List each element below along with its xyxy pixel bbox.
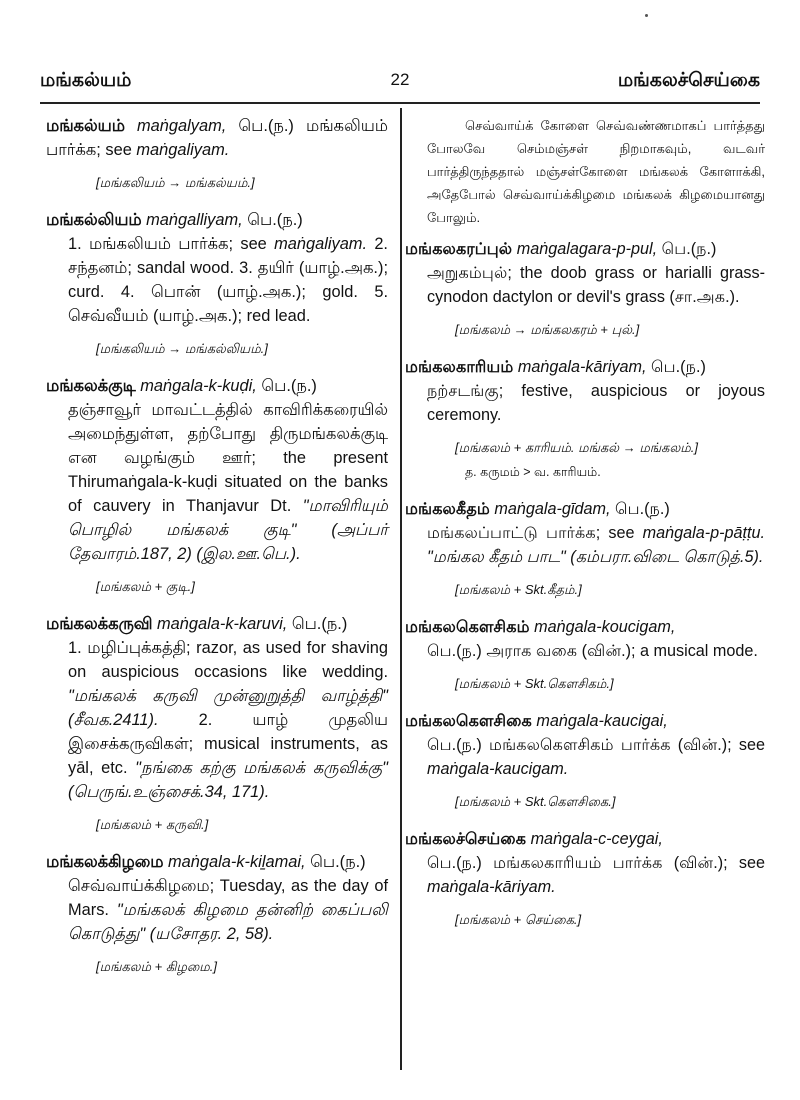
entry-grammar: பெ.(ந.) (651, 358, 706, 376)
entry-body (405, 261, 765, 309)
entry-definition: செவ்வாய்க்கிழமை; Tuesday, as the day of Mars. (68, 877, 388, 919)
entry-grammar: பெ.(ந.) (427, 854, 494, 872)
entry-grammar: பெ.(ந.) (661, 240, 717, 258)
entry-grammar: பெ.(ந.) (427, 642, 487, 660)
entry-headword: மங்கலக்கருவி (46, 615, 157, 633)
continued-note: செவ்வாய்க் கோளை செவ்வண்ணமாகப் பார்த்தது போலவே செம்மஞ்சள் நிறமாகவும், வடவர் பார்த்திருந்ததால் மஞ்சள்கோளை மங்கலக் கோளாக்கி, அதேபோல் செவ்வாய்க்கிழமை மங்கலக் கிழமையானது போலும். (427, 118, 765, 225)
entry-body (46, 232, 388, 328)
entry-headword: மங்கல்லியம் (46, 211, 147, 229)
entry-grammar: பெ.(ந.) (247, 211, 303, 229)
entry-transliteration: maṅgalliyam, (146, 211, 248, 229)
entry-etymology: [மங்கலம் + செய்கை.] (455, 912, 582, 927)
entry-definition: நற்சடங்கு; festive, auspicious or joyous ceremony. (427, 382, 765, 424)
entry-headword: மங்கலகரப்புல் (405, 240, 517, 258)
entry-quotation: "மங்கலக் கருவி முன்னுறுத்தி வாழ்த்தி" (சீவக.2411). (68, 687, 388, 729)
entry-transliteration: maṅgalyam, (137, 117, 239, 135)
entry-grammar: பெ.(ந.) (310, 853, 366, 871)
header-right-guideword: மங்கலச்செய்கை (617, 70, 760, 91)
entry-transliteration: maṅgala-gīdam, (494, 500, 615, 518)
dictionary-entry (405, 827, 765, 899)
left-column (46, 114, 388, 992)
entry-definition: மங்கலகௌசிகம் பார்க்க (வின்.); see (489, 736, 766, 754)
entry-definition-more: 2. யாழ் முதலிய இசைக்கருவிகள்; musical instruments, as yāl, etc. (68, 711, 388, 777)
dictionary-entry (405, 615, 765, 663)
column-divider (400, 108, 402, 1070)
entry-body (405, 521, 765, 569)
entry-transliteration: maṅgalagara-p-pul, (516, 240, 662, 258)
dictionary-entry (405, 237, 765, 309)
entry-crossref: maṅgala-kaucigam. (427, 760, 569, 778)
dictionary-entry (46, 114, 388, 162)
entry-headword: மங்கலகீதம் (405, 500, 495, 518)
entry-quotation: "மாவிரியும் பொழில் மங்கலக் குடி" (அப்பர் தேவாரம்.187, 2) (இல.ஊ.பெ.). (68, 497, 388, 563)
entry-quotation: "மங்கலக் கிழமை தன்னிற் கைப்பலி கொடுத்து" (யசோதர. 2, 58). (68, 901, 388, 943)
entry-definition: 1. மழிப்புக்கத்தி; razor, as used for shaving on auspicious occasions like wedding. (68, 639, 388, 681)
entry-grammar: பெ.(ந.) (291, 615, 348, 633)
header-rule (40, 102, 760, 104)
page-number: 22 (390, 70, 410, 89)
entry-etymology: [மங்கலம் + கிழமை.] (96, 959, 217, 974)
entry-etymology: [மங்கலியம் → மங்கல்லியம்.] (96, 341, 268, 356)
dictionary-entry (405, 355, 765, 427)
entry-definition: 1. மங்கலியம் பார்க்க; see (68, 235, 275, 253)
dictionary-entry (46, 208, 388, 328)
entry-etymology: [மங்கலம் + குடி.] (96, 579, 195, 594)
entry-definition: அராக வகை (வின்.); a musical mode. (486, 642, 758, 660)
entry-etymology: [மங்கலம் → மங்கலகரம் + புல்.] (455, 322, 640, 337)
entry-etymology: [மங்கலம் + காரியம். மங்கல் → மங்கலம்.] (455, 440, 698, 455)
entry-quotation: "நங்கை கற்கு மங்கலக் கருவிக்கு" (பெருங்.உஞ்சைக்.34, 171). (68, 759, 388, 801)
entry-etymology: [மங்கலியம் → மங்கல்யம்.] (96, 175, 255, 190)
entry-etymology: [மங்கலம் + கருவி.] (96, 817, 209, 832)
entry-headword: மங்கலக்கிழமை (46, 853, 168, 871)
right-column (405, 114, 765, 945)
entry-headword: மங்கலச்செய்கை (405, 830, 531, 848)
entry-body (46, 874, 388, 946)
entry-body (46, 398, 388, 566)
entry-headword: மங்கல்யம் (46, 117, 137, 135)
entry-definition: மங்கலப்பாட்டு பார்க்க; see (427, 524, 643, 542)
entry-transliteration: maṅgala-k-kiḻamai, (168, 853, 311, 871)
entry-definition: அறுகம்புல்; the doob grass or harialli grass-cynodon dactylon or devil's grass (சா.அக.). (427, 264, 765, 306)
entry-transliteration: maṅgala-kāriyam, (517, 358, 652, 376)
entry-definition: தஞ்சாவூர் மாவட்டத்தில் காவிரிக்கரையில் அமைந்துள்ள, தற்போது திருமங்கலக்குடி என வழங்கும் ஊர்; the present Thirumaṅgala-k-kuḍi situated on the banks of cauvery in Thanjavur Dt. (68, 401, 388, 515)
entry-grammar: பெ.(ந.) (615, 500, 670, 518)
entry-body (405, 851, 765, 899)
speck (645, 14, 648, 17)
entry-quotation: "மங்கல கீதம் பாட" (கம்பரா.விடை கொடுத்.5). (427, 548, 764, 566)
entry-transliteration: maṅgala-kaucigai, (536, 712, 668, 730)
entry-transliteration: maṅgala-c-ceygai, (530, 830, 663, 848)
page-header (40, 70, 760, 100)
entry-transliteration: maṅgala-koucigam, (534, 618, 676, 636)
entry-headword: மங்கலகௌசிகம் (405, 618, 535, 636)
entry-note: த. கருமம் > வ. காரியம். (465, 465, 601, 479)
entry-grammar: பெ.(ந.) (238, 117, 306, 135)
dictionary-entry (405, 497, 765, 569)
entry-crossref: maṅgaliyam. (136, 141, 230, 159)
entry-headword: மங்கலகௌசிகை (405, 712, 537, 730)
entry-body (405, 733, 765, 781)
dictionary-entry (46, 850, 388, 946)
entry-headword: மங்கலகாரியம் (405, 358, 518, 376)
entry-definition: மங்கலகாரியம் பார்க்க (வின்.); see (493, 854, 766, 872)
entry-body (405, 639, 765, 663)
entry-grammar: பெ.(ந.) (261, 377, 317, 395)
entry-crossref: maṅgala-p-pāṭṭu. (642, 524, 765, 542)
entry-etymology: [மங்கலம் + Skt.கௌசிகை.] (455, 794, 616, 809)
entry-transliteration: maṅgala-k-kuḍi, (140, 377, 262, 395)
entry-grammar: பெ.(ந.) (427, 736, 490, 754)
dictionary-entry (405, 709, 765, 781)
entry-definition: மங்கலியம் பார்க்க; see (46, 117, 388, 159)
entry-crossref: maṅgaliyam. (274, 235, 375, 253)
entry-definition-more: 2. சந்தனம்; sandal wood. 3. தயிர் (யாழ்.அக.); curd. 4. பொன் (யாழ்.அக.); gold. 5. செவ்வீயம் (யாழ்.அக.); red lead. (68, 235, 388, 325)
entry-headword: மங்கலக்குடி (46, 377, 141, 395)
dictionary-entry (46, 374, 388, 566)
dictionary-entry (46, 612, 388, 804)
entry-crossref: maṅgala-kāriyam. (427, 878, 556, 896)
entry-transliteration: maṅgala-k-karuvi, (157, 615, 292, 633)
entry-body (405, 379, 765, 427)
entry-etymology: [மங்கலம் + Skt.கௌசிகம்.] (455, 676, 614, 691)
header-left-guideword: மங்கல்யம் (40, 70, 132, 91)
entry-body (46, 636, 388, 804)
entry-etymology: [மங்கலம் + Skt.கீதம்.] (455, 582, 582, 597)
